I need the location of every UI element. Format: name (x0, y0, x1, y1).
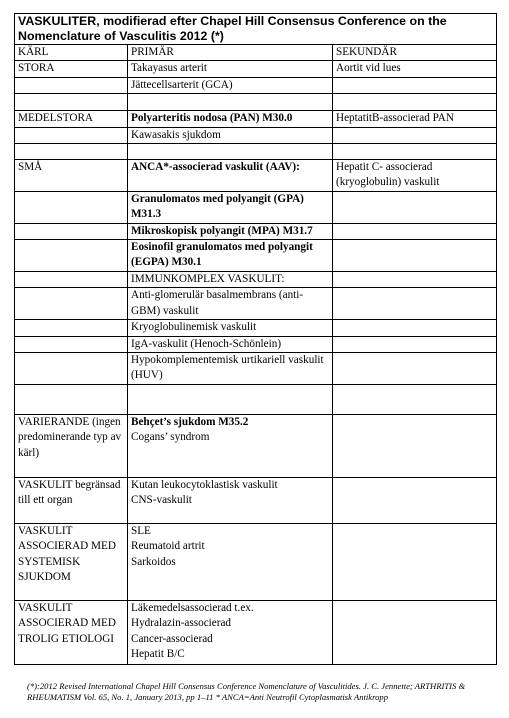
header-karl: KÄRL (15, 45, 128, 61)
table-row (15, 414, 497, 477)
spacer-row (15, 144, 497, 160)
table-row (15, 61, 497, 77)
secondary-cell: HeptatitB-associerad PAN (333, 111, 497, 127)
vessel-cell (15, 77, 128, 93)
vessel-cell (15, 320, 128, 336)
primary-item: Läkemedelsassocierad t.ex. (131, 601, 254, 614)
vessel-cell (15, 336, 128, 352)
primary-cell: Takayasus arterit (128, 61, 333, 77)
vasculitis-table (14, 13, 497, 665)
primary-cell (128, 600, 333, 664)
secondary-cell (333, 127, 497, 143)
footnote: (*):2012 Revised International Chapel Hill Consensus Conference Nomenclature of Vasculitides. J. C. Jennette; ARTHRITIS & RHEUMATISM Vol. 65, No. 1, January 2013, pp 1–11 * ANCA=Anti Neutrofil Cytoplasmatisk Antikropp (27, 681, 466, 702)
primary-cell: Mikroskopisk polyangit (MPA) M31.7 (128, 223, 333, 239)
secondary-cell (333, 191, 497, 223)
vessel-cell: VASKULIT ASSOCIERAD MED SYSTEMISK SJUKDOM (15, 523, 128, 600)
vessel-cell (15, 223, 128, 239)
table-row (15, 271, 497, 287)
table-row (15, 111, 497, 127)
primary-cell: Hypokomplementemisk urtikariell vaskulit (HUV) (128, 352, 333, 384)
table-row (15, 600, 497, 664)
header-primar: PRIMÄR (128, 45, 333, 61)
vessel-cell: MEDELSTORA (15, 111, 128, 127)
spacer-row (15, 94, 497, 111)
primary-cell: IgA-vaskulit (Henoch-Schönlein) (128, 336, 333, 352)
secondary-cell (333, 600, 497, 664)
table-row (15, 320, 497, 336)
secondary-cell (333, 223, 497, 239)
primary-item: Hepatit B/C (131, 647, 185, 660)
secondary-cell (333, 288, 497, 320)
primary-cell: ANCA*-associerad vaskulit (AAV): (128, 160, 333, 192)
spacer-row (15, 384, 497, 414)
vessel-cell: STORA (15, 61, 128, 77)
primary-item: Cancer-associerad (131, 632, 213, 645)
primary-cell: Eosinofil granulomatos med polyangit (EGPA) M30.1 (128, 240, 333, 272)
primary-item: SLE (131, 524, 151, 537)
primary-cell: Jättecellsarterit (GCA) (128, 77, 333, 93)
vessel-cell (15, 191, 128, 223)
secondary-cell (333, 523, 497, 600)
table-title: VASKULITER, modifierad efter Chapel Hill Consensus Conference on the Nomenclature of Vasculitis 2012 (*) (15, 14, 497, 45)
vessel-cell: VASKULIT begränsad till ett organ (15, 477, 128, 523)
primary-item: CNS-vaskulit (131, 494, 192, 507)
primary-cell: IMMUNKOMPLEX VASKULIT: (128, 271, 333, 287)
table-row (15, 477, 497, 523)
vessel-cell (15, 240, 128, 272)
primary-cell: Granulomatos med polyangit (GPA) M31.3 (128, 191, 333, 223)
secondary-cell (333, 336, 497, 352)
table-row (15, 523, 497, 600)
primary-cell: Anti-glomerulär basalmembrans (anti-GBM) vaskulit (128, 288, 333, 320)
vessel-cell (15, 127, 128, 143)
primary-item: Reumatoid artrit (131, 540, 205, 553)
table-row (15, 352, 497, 384)
secondary-cell: Hepatit C- associerad (kryoglobulin) vaskulit (333, 160, 497, 192)
table-row (15, 191, 497, 223)
vessel-cell: VARIERANDE (ingen predominerande typ av kärl) (15, 414, 128, 477)
secondary-cell (333, 352, 497, 384)
secondary-cell (333, 77, 497, 93)
primary-cell: Kawasakis sjukdom (128, 127, 333, 143)
title-row (15, 14, 497, 45)
primary-cell (128, 523, 333, 600)
document-page (14, 13, 496, 665)
primary-cell (128, 477, 333, 523)
vessel-cell: SMÅ (15, 160, 128, 192)
vessel-cell (15, 271, 128, 287)
table-row (15, 77, 497, 93)
table-row (15, 288, 497, 320)
vessel-cell (15, 352, 128, 384)
primary-item: Behçet’s sjukdom M35.2 (131, 415, 249, 428)
secondary-cell (333, 320, 497, 336)
header-sekundar: SEKUNDÄR (333, 45, 497, 61)
secondary-cell: Aortit vid lues (333, 61, 497, 77)
secondary-cell (333, 271, 497, 287)
vessel-cell: VASKULIT ASSOCIERAD MED TROLIG ETIOLOGI (15, 600, 128, 664)
secondary-cell (333, 414, 497, 477)
secondary-cell (333, 240, 497, 272)
table-row (15, 336, 497, 352)
primary-item: Kutan leukocytoklastisk vaskulit (131, 478, 278, 491)
table-row (15, 240, 497, 272)
primary-item: Cogans’ syndrom (131, 431, 210, 444)
primary-cell (128, 414, 333, 477)
vessel-cell (15, 288, 128, 320)
table-row (15, 223, 497, 239)
table-row (15, 160, 497, 192)
primary-item: Sarkoidos (131, 555, 176, 568)
secondary-cell (333, 477, 497, 523)
primary-cell: Kryoglobulinemisk vaskulit (128, 320, 333, 336)
primary-item: Hydralazin-associerad (131, 617, 232, 630)
primary-cell: Polyarteritis nodosa (PAN) M30.0 (128, 111, 333, 127)
table-row (15, 127, 497, 143)
header-row (15, 45, 497, 61)
